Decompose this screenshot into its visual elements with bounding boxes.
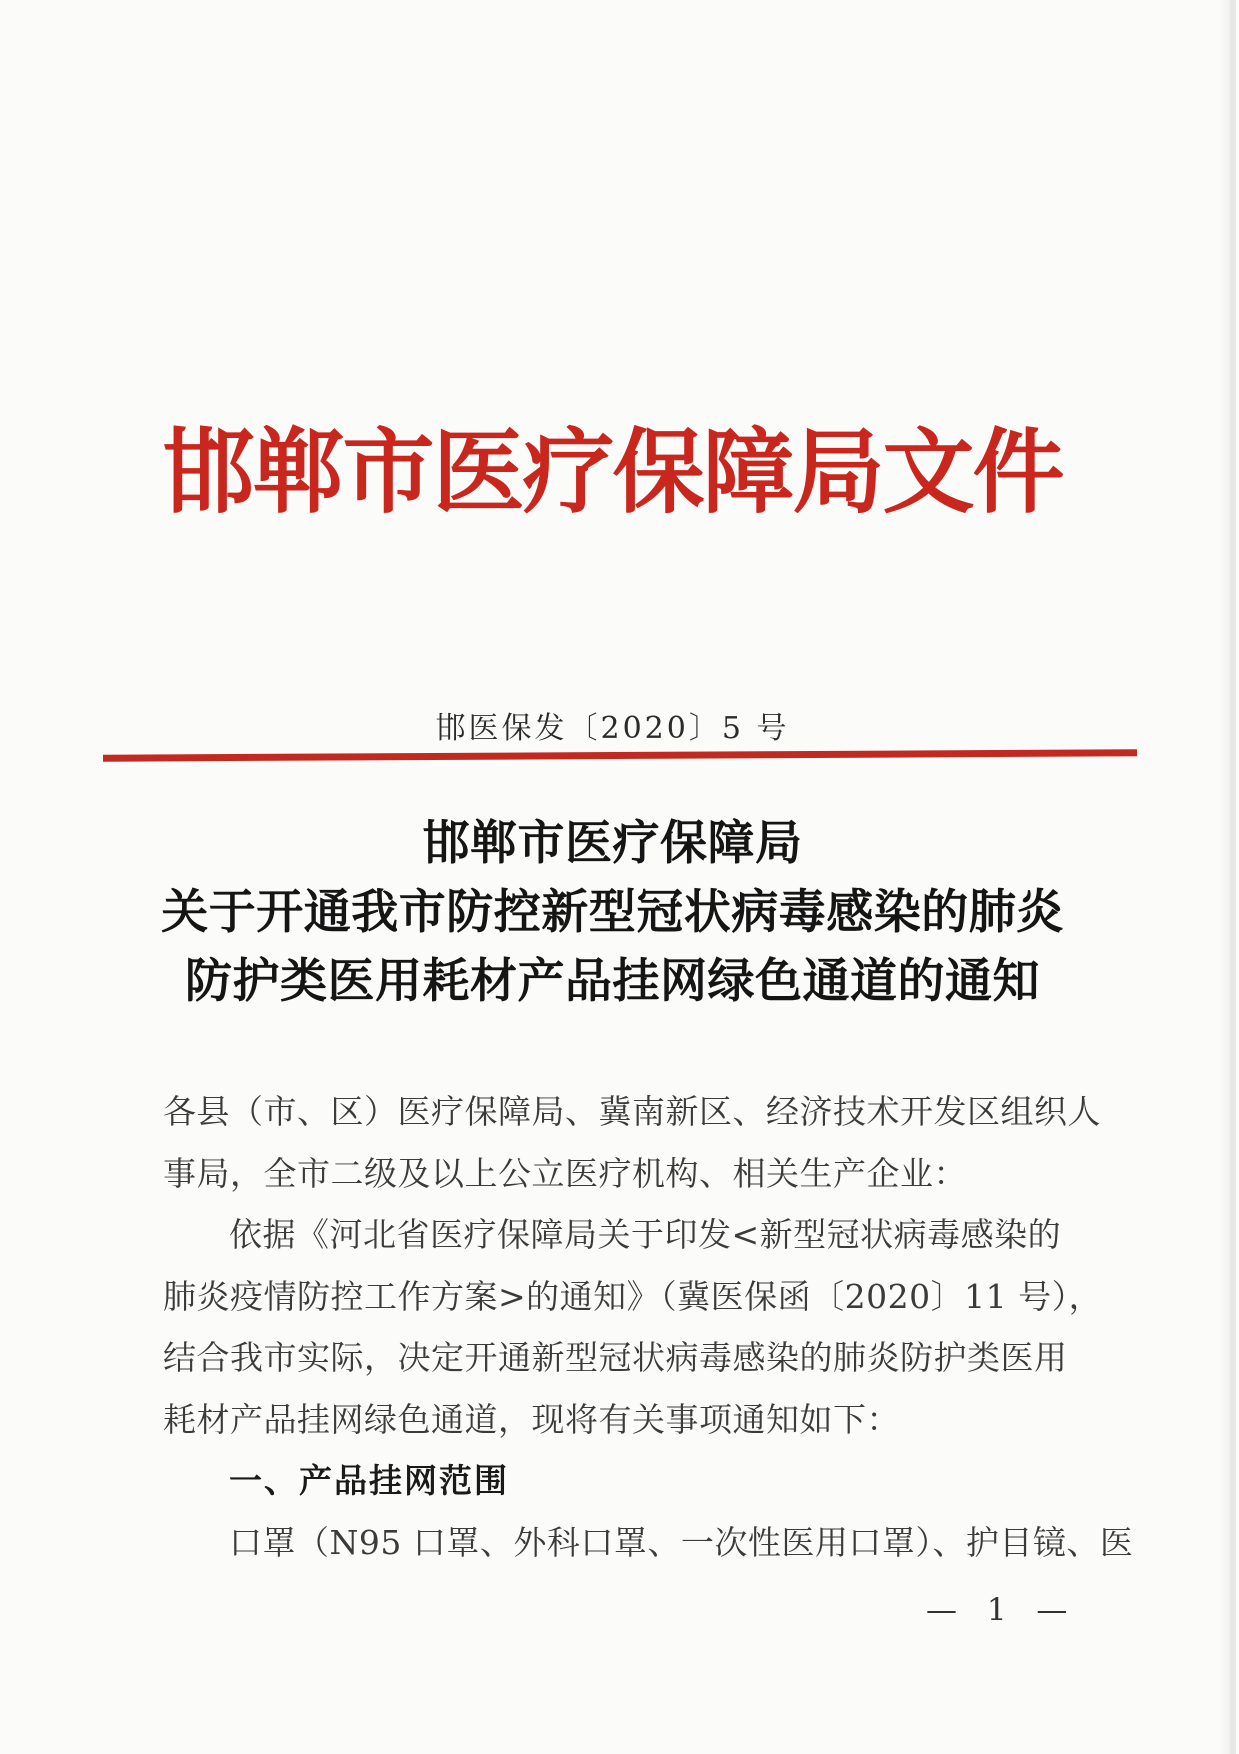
document-number: 邯医保发〔2020〕5 号	[435, 711, 790, 746]
title-line-subject-2: 防护类医用耗材产品挂网绿色通道的通知	[185, 954, 1040, 1009]
title-line-subject-1: 关于开通我市防控新型冠状病毒感染的肺炎	[161, 885, 1064, 940]
body-line-recipients-1: 各县（市、区）医疗保障局、冀南新区、经济技术开发区组织人	[163, 1092, 1101, 1131]
red-header-title: 邯郸市医疗保障局文件	[162, 418, 1063, 526]
document-title	[0, 809, 1225, 1016]
page-number: — 1 —	[926, 1592, 1068, 1628]
body-line-basis-4: 耗材产品挂网绿色通道，现将有关事项通知如下：	[163, 1399, 900, 1439]
body-line-basis-2: 肺炎疫情防控工作方案>的通知》（冀医保函〔2020〕11 号），	[163, 1276, 1103, 1316]
document-body	[163, 1081, 1134, 1573]
scan-shadow-edge	[1230, 0, 1236, 1754]
body-line-basis-3: 结合我市实际，决定开通新型冠状病毒感染的肺炎防护类医用	[163, 1338, 1068, 1377]
scan-shadow-gradient	[1220, 0, 1230, 1754]
red-divider-rule	[103, 749, 1137, 761]
body-line-basis-1: 依据《河北省医疗保障局关于印发<新型冠状病毒感染的	[229, 1215, 1062, 1254]
section-heading-scope: 一、产品挂网范围	[229, 1461, 509, 1500]
title-line-issuer: 邯郸市医疗保障局	[422, 816, 803, 871]
body-line-scope-items: 口罩（N95 口罩、外科口罩、一次性医用口罩）、护目镜、医	[229, 1522, 1134, 1562]
body-line-recipients-2: 事局，全市二级及以上公立医疗机构、相关生产企业：	[163, 1153, 967, 1193]
